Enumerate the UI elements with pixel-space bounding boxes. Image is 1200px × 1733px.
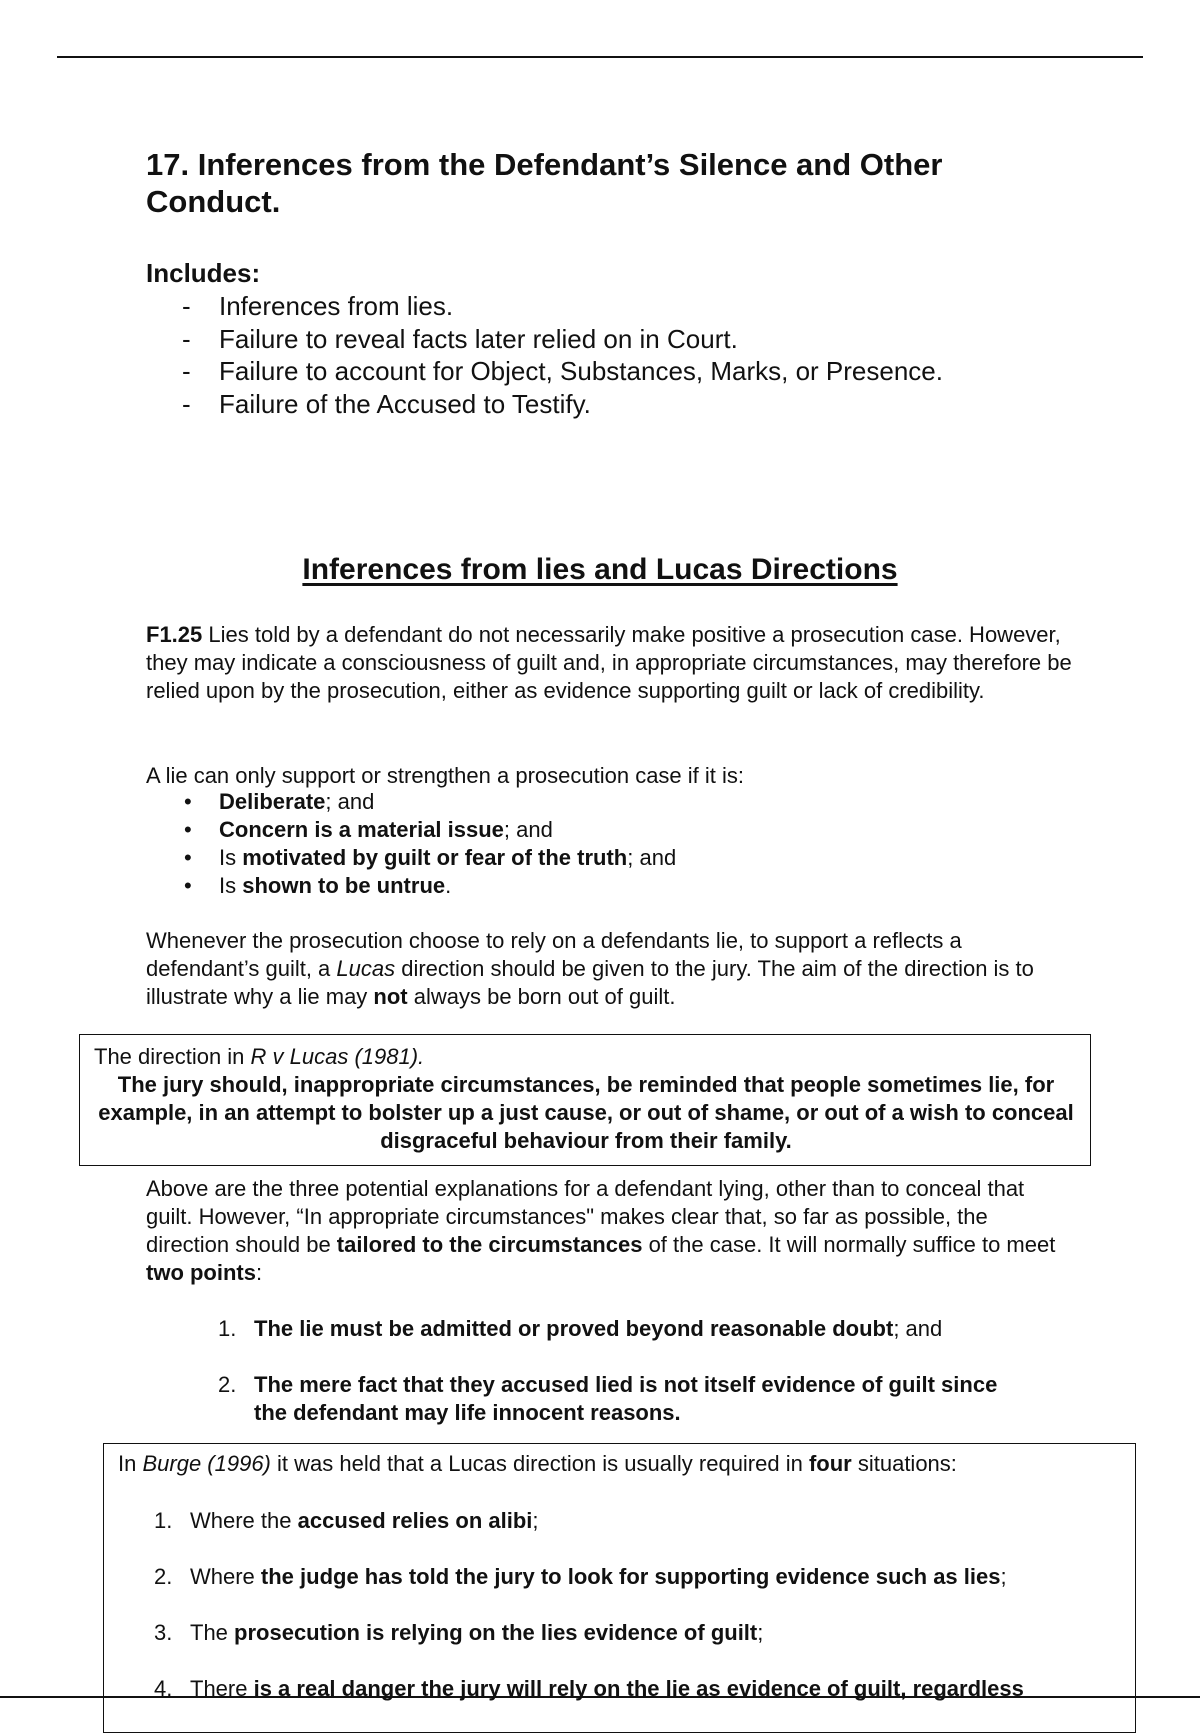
includes-heading: Includes: [146, 258, 261, 288]
list-item: - Failure of the Accused to Testify. [182, 388, 591, 419]
list-item: 3. The prosecution is relying on the lies evidence of guilt; [154, 1620, 764, 1645]
direction-quote: The jury should, inappropriate circumstances, be reminded that people sometimes lie, for example, in an attempt to bolster up a just cause, or out of shame, or out of a wish to conceal disgraceful behaviour from their family. [98, 1072, 1074, 1153]
paragraph-lucas-direction: Whenever the prosecution choose to rely on a defendants lie, to support a reflects a defendant’s guilt, a Lucas direction should be given to the jury. The aim of the direction is to illustrate why a lie may not always be born out of guilt. [146, 928, 1034, 1009]
box-intro: The direction in R v Lucas (1981). [94, 1044, 425, 1069]
list-item: 2. The mere fact that they accused lied is not itself evidence of guilt since the defendant may life innocent reasons. [218, 1372, 998, 1425]
burge-situations-box [103, 1443, 1136, 1733]
section-heading: Inferences from lies and Lucas Directions [302, 553, 898, 586]
list-item: 2. Where the judge has told the jury to look for supporting evidence such as lies; [154, 1564, 1007, 1589]
list-item: - Failure to account for Object, Substances, Marks, or Presence. [182, 356, 943, 386]
two-points-list [218, 1315, 1034, 1343]
paragraph-explanations: Above are the three potential explanations for a defendant lying, other than to conceal that guilt. However, “In appropriate circumstances" makes clear that, so far as possible, the direction should be tailored to the circumstances of the case. It will normally suffice to meet two points: [146, 1176, 1056, 1285]
bottom-rule [0, 1696, 1200, 1698]
list-item: 1. The lie must be admitted or proved beyond reasonable doubt; and [218, 1316, 943, 1341]
paragraph-f1-25: F1.25 Lies told by a defendant do not necessarily make positive a prosecution case. However, they may indicate a consciousness of guilt and, in appropriate circumstances, may therefore be relied upon by the prosecution, either as evidence supporting guilt or lack of credibility. [146, 622, 1072, 703]
list-item: • Deliberate; and [184, 789, 375, 814]
list-item: • Is motivated by guilt or fear of the truth; and [184, 845, 677, 870]
box-intro: In Burge (1996) it was held that a Lucas direction is usually required in four situations: [118, 1451, 957, 1476]
includes-list [146, 290, 943, 420]
list-item: • Concern is a material issue; and [184, 817, 553, 842]
list-item: 1. Where the accused relies on alibi; [154, 1508, 539, 1533]
list-item: - Inferences from lies. [182, 291, 454, 321]
two-points-list-cont [218, 1371, 1034, 1427]
paragraph-lie-criteria: A lie can only support or strengthen a prosecution case if it is: [146, 763, 744, 788]
lucas-direction-box [79, 1034, 1091, 1166]
criteria-list [146, 788, 676, 900]
list-item: 4. There is a real danger the jury will rely on the lie as evidence of guilt, regardless [154, 1676, 1024, 1701]
page-title: 17. Inferences from the Defendant’s Silence and Other Conduct. [146, 147, 943, 219]
list-item: • Is shown to be untrue. [184, 873, 452, 898]
top-rule [57, 56, 1143, 58]
list-item: - Failure to reveal facts later relied on in Court. [182, 323, 738, 354]
